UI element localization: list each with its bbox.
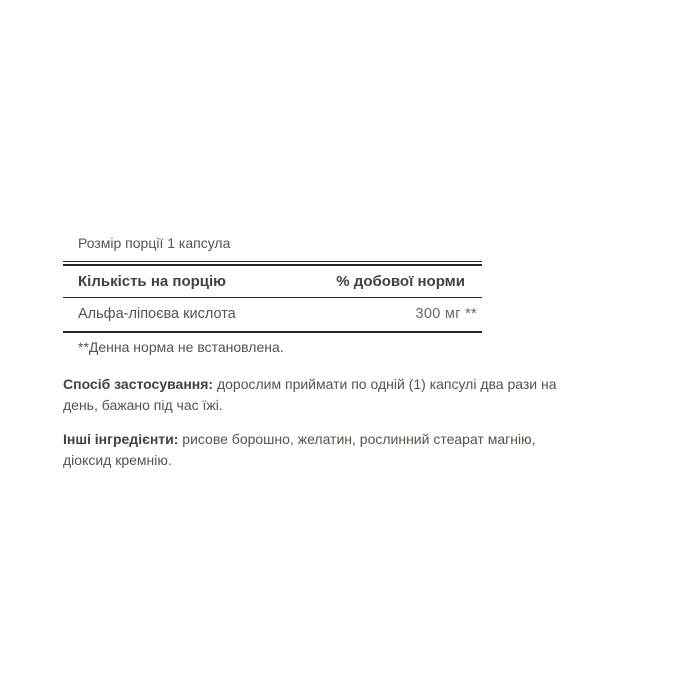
ingredient-row: [63, 298, 482, 331]
daily-value-header: % добової норми: [336, 273, 465, 290]
other-ingredients-paragraph: [63, 429, 575, 471]
ingredient-amount: 300 мг **: [415, 306, 477, 322]
table-header-row: [63, 266, 482, 297]
amount-per-serving-header: Кількість на порцію: [78, 273, 226, 290]
ingredient-name: Альфа-ліпоєва кислота: [78, 306, 236, 322]
directions-paragraph: [63, 374, 575, 416]
directions-label: Спосіб застосування:: [63, 376, 214, 392]
table-bottom-rule: [63, 331, 482, 333]
directions-text: дорослим приймати по одній (1) капсулі два рази на день, бажано під час їжі.: [63, 376, 557, 413]
other-ingredients-text: рисове борошно, желатин, рослинний стеарат магнію, діоксид кремнію.: [63, 431, 536, 468]
serving-size-text: Розмір порції 1 капсула: [78, 235, 231, 251]
daily-value-footnote: **Денна норма не встановлена.: [78, 339, 284, 355]
other-ingredients-label: Інші інгредієнти:: [63, 431, 179, 447]
supplement-facts-table: [63, 261, 482, 333]
